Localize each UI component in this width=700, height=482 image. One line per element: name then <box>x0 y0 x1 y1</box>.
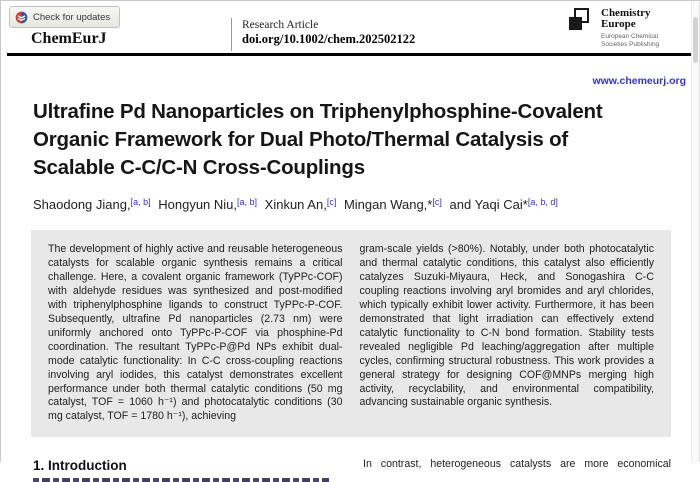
doi-block <box>242 19 415 47</box>
author-list <box>33 197 699 212</box>
vertical-scrollbar[interactable] <box>691 1 699 463</box>
abstract-box <box>31 230 671 437</box>
author: Shaodong Jiang,[a, b] <box>33 197 151 212</box>
abstract-column-2: gram-scale yields (>80%). Notably, under both photocatalytic and thermal catalytic conditions, this catalyst also efficiently catalyzes Suzuki-Miyaura, Heck, and Sonogashira C-C coupling reactions involving aryl bromides and aryl chlorides, which typically exhibit lower activity. Furthermore, it has been demonstrated that light irradiation can effectively extend catalytic functionality to C-N bond formation. Stability tests revealed negligible Pd leaching/aggregation after multiple cycles, confirming structural robustness. This work provides a general strategy for designing COF@MNPs merging high activity, recyclability, and environmental compatibility, advancing sustainable organic synthesis. <box>359 243 654 409</box>
article-type-label: Research Article <box>242 19 319 31</box>
site-link-row <box>1 71 699 89</box>
section-heading-introduction: 1. Introduction <box>33 458 127 474</box>
journal-name: ChemEurJ <box>31 30 107 47</box>
author-affiliation-sup: [c] <box>326 197 337 207</box>
publisher-text <box>601 8 659 48</box>
doi-link[interactable]: doi.org/10.1002/chem.202502122 <box>242 32 416 46</box>
body-section <box>33 458 671 482</box>
publisher-tagline-line2: Societies Publishing <box>601 40 660 48</box>
author-affiliation-sup: [a, b, d] <box>527 197 558 207</box>
header-rule <box>7 53 693 56</box>
author: Mingan Wang,*[c] <box>343 197 442 212</box>
journal-website-link[interactable]: www.chemeurj.org <box>592 75 686 87</box>
article-title-line1: Ultrafine Pd Nanoparticles on Triphenylphosphine-Covalent <box>33 100 603 123</box>
publisher-name-line1: Chemistry <box>601 7 651 19</box>
author: and Yaqi Cai*[a, b, d] <box>449 197 558 212</box>
article-title-line3: Scalable C-C/C-N Cross-Couplings <box>33 156 365 179</box>
author-affiliation-sup: [a, b] <box>130 197 151 207</box>
journal-header <box>1 1 699 53</box>
header-divider <box>231 18 232 51</box>
publisher-logo <box>569 8 659 48</box>
author: Xinkun An,[c] <box>264 197 337 212</box>
chemistry-europe-squares-icon <box>569 8 593 35</box>
author: Hongyun Niu,[a, b] <box>158 197 258 212</box>
article-title-line2: Organic Framework for Dual Photo/Thermal Catalysis of <box>33 128 569 151</box>
abstract-column-1: The development of highly active and reusable heterogeneous catalysts for scalable organic synthesis remains a critical challenge. Here, a covalent organic framework (TyPPc-COF) with aldehyde residues was synthesized and post-modified with triphenylphosphine ligands to construct TyPPc-P-COF. Subsequently, ultrafine Pd nanoparticles (2.73 nm) were uniformly anchored onto TyPPc-P-COF via phosphine-Pd coordination. The resultant TyPPc-P@Pd NPs exhibit dual-mode catalytic functionality: In C-C cross-coupling reactions involving aryl iodides, this catalyst demonstrates excellent performance under both thermal catalytic conditions (50 mg catalyst, TOF = 1060 h⁻¹) and photocatalytic conditions (30 mg catalyst, TOF = 1780 h⁻¹), achieving <box>48 243 343 423</box>
article-title <box>33 98 699 182</box>
scrollbar-thumb[interactable] <box>693 17 698 63</box>
publisher-tagline-line1: European Chemical <box>601 33 659 40</box>
clipped-text-line <box>33 478 329 482</box>
author-affiliation-sup: [a, b] <box>237 197 258 207</box>
body-left-column <box>33 458 333 482</box>
author-affiliation-sup: [c] <box>432 197 442 207</box>
publisher-name-line2: Europe <box>601 18 636 30</box>
body-right-column: In contrast, heterogeneous catalysts are more economical <box>363 458 671 471</box>
check-for-updates-label: Check for updates <box>33 11 111 23</box>
